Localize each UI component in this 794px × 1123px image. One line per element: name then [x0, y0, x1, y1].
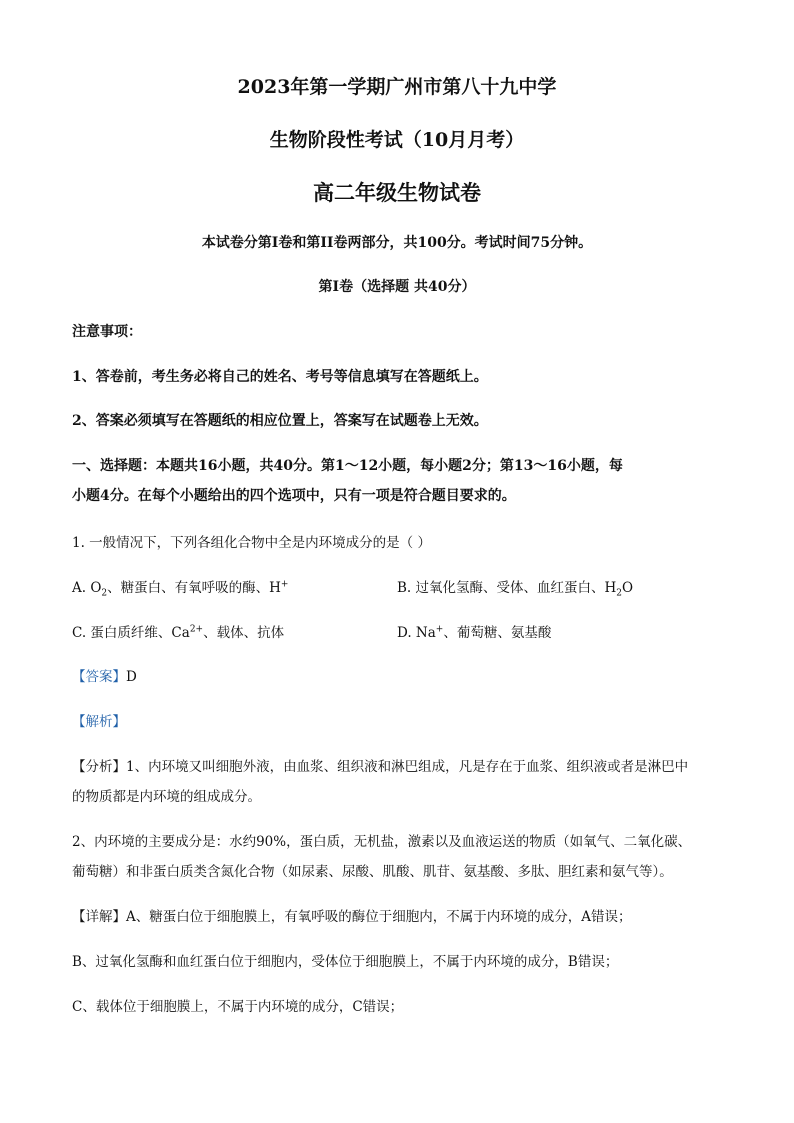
section-heading-line2: 小题4分。在每个小题给出的四个选项中，只有一项是符合题目要求的。 — [72, 488, 516, 504]
note-item-2: 2、答案必须填写在答题纸的相应位置上，答案写在试题卷上无效。 — [72, 413, 488, 429]
detail-line-b: B、过氧化氢酶和血红蛋白位于细胞内，受体位于细胞膜上，不属于内环境的成分，B错误； — [72, 954, 619, 970]
answer-line — [72, 665, 722, 685]
note-item-1: 1、答卷前，考生务必将自己的姓名、考号等信息填写在答题纸上。 — [72, 369, 488, 385]
fenxi-tag: 【分析】 — [72, 759, 126, 775]
option-c: C. 蛋白质纤维、$Ca^{2+}$、载体、抗体 — [72, 624, 285, 641]
point2-line-1: 2、内环境的主要成分是：水约90%，蛋白质，无机盐，激素以及血液运送的物质（如氧气、二氧化碳、 — [72, 834, 692, 850]
option-a: A. $O_2$、糖蛋白、有氧呼吸的酶、H+ — [72, 579, 289, 599]
xiangjie-tag: 【详解】 — [72, 909, 126, 925]
notes-heading: 注意事项： — [72, 324, 142, 340]
exam-title-subject: 高二年级生物试卷 — [313, 180, 481, 205]
section-heading-line1: 一、选择题：本题共16小题，共40分。第1～12小题，每小题2分；第13～16小题，每 — [72, 458, 623, 474]
point2-line-2: 葡萄糖）和非蛋白质类含氮化合物（如尿素、尿酸、肌酸、肌苷、氨基酸、多肽、胆红素和氨气等）。 — [72, 864, 673, 880]
exam-info: 本试卷分第I卷和第II卷两部分，共100分。考试时间75分钟。 — [201, 235, 593, 251]
answer-value: D — [126, 669, 137, 685]
exam-title-school: 2023年第一学期广州市第八十九中学 — [237, 76, 557, 98]
detail-line-c: C、载体位于细胞膜上，不属于内环境的成分，C错误； — [72, 999, 404, 1015]
answer-tag: 【答案】 — [72, 669, 126, 685]
exam-title-exam: 生物阶段性考试（10月月考） — [269, 129, 525, 151]
part-title: 第I卷（选择题 共40分） — [318, 279, 476, 295]
analysis-line — [72, 710, 722, 730]
analysis-tag: 【解析】 — [72, 714, 126, 730]
question-stem: 1. 一般情况下，下列各组化合物中全是内环境成分的是（ ） — [72, 535, 431, 551]
fenxi-line-1: 【分析】1、内环境又叫细胞外液，由血浆、组织液和淋巴组成，凡是存在于血浆、组织液或者是淋巴中 — [72, 759, 689, 775]
fenxi-line-2: 的物质都是内环境的组成成分。 — [72, 789, 261, 805]
option-b: B. 过氧化氢酶、受体、血红蛋白、$H_2O$ — [397, 580, 634, 599]
xiangjie-line-a: 【详解】A、糖蛋白位于细胞膜上，有氧呼吸的酶位于细胞内，不属于内环境的成分，A错误； — [72, 909, 632, 925]
option-d: D. Na+、葡萄糖、氨基酸 — [397, 624, 552, 641]
